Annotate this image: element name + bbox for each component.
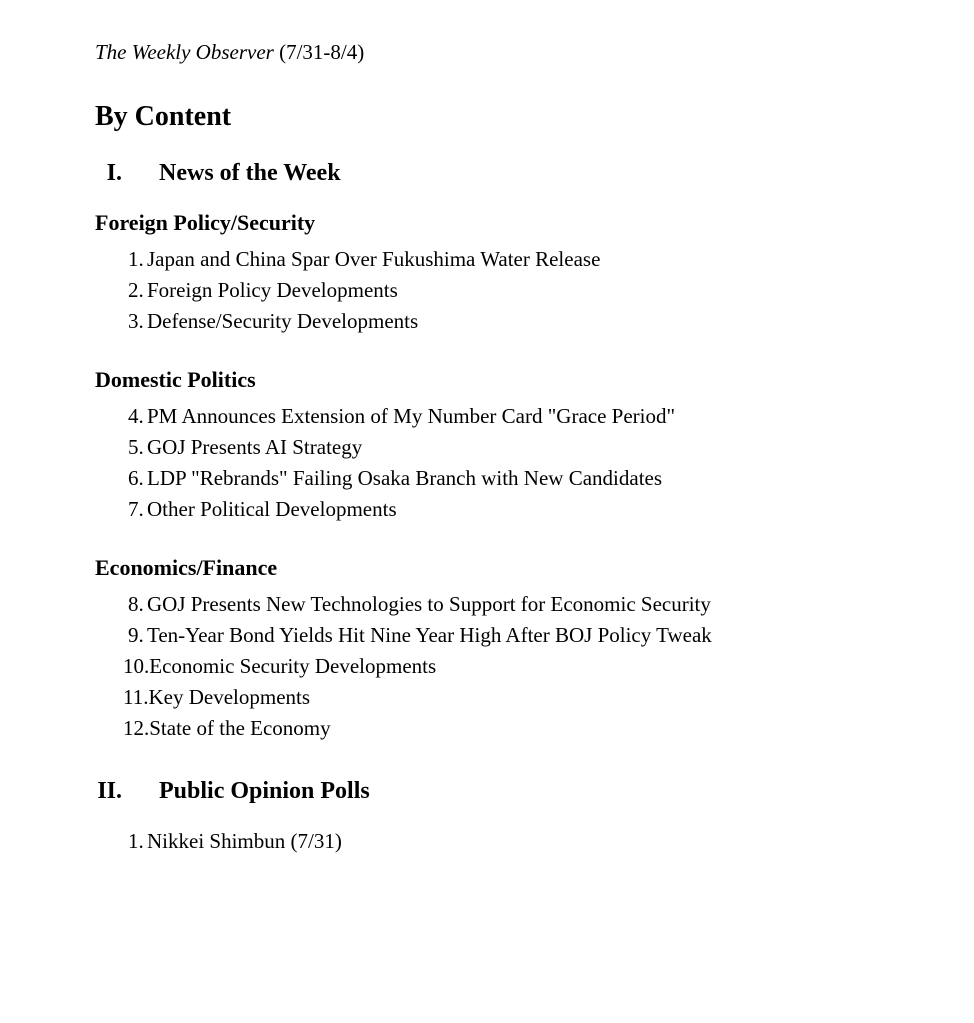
toc-item bbox=[128, 620, 934, 651]
item-text: GOJ Presents New Technologies to Support for Economic Security bbox=[147, 592, 711, 616]
item-text: GOJ Presents AI Strategy bbox=[147, 435, 363, 459]
item-text: Defense/Security Developments bbox=[147, 309, 419, 333]
item-number: 11. bbox=[123, 685, 149, 709]
item-text: Economic Security Developments bbox=[149, 654, 437, 678]
item-number: 10. bbox=[123, 654, 150, 678]
item-number: 1. bbox=[128, 247, 144, 271]
section-numeral: II. bbox=[97, 778, 122, 804]
newsletter-date-range: (7/31-8/4) bbox=[273, 40, 365, 64]
item-text: State of the Economy bbox=[149, 716, 331, 740]
item-text: Japan and China Spar Over Fukushima Water Release bbox=[147, 247, 601, 271]
item-number: 4. bbox=[128, 404, 144, 428]
item-number: 9. bbox=[128, 623, 144, 647]
item-number: 8. bbox=[128, 592, 144, 616]
toc-item bbox=[128, 463, 934, 494]
section-heading-news-of-the-week bbox=[95, 158, 934, 188]
item-text: PM Announces Extension of My Number Card "Grace Period" bbox=[147, 404, 676, 428]
item-text: LDP "Rebrands" Failing Osaka Branch with New Candidates bbox=[147, 466, 663, 490]
toc-list-foreign-policy bbox=[95, 244, 934, 337]
subsection-heading-economics-finance: Economics/Finance bbox=[95, 555, 278, 580]
item-number: 12. bbox=[123, 716, 150, 740]
item-number: 5. bbox=[128, 435, 144, 459]
newsletter-title bbox=[95, 40, 934, 64]
toc-item bbox=[128, 432, 934, 463]
item-number: 2. bbox=[128, 278, 144, 302]
toc-item bbox=[128, 275, 934, 306]
subsection-heading-domestic-politics: Domestic Politics bbox=[95, 367, 256, 392]
subsection-heading-foreign-policy: Foreign Policy/Security bbox=[95, 210, 316, 235]
section-numeral: I. bbox=[106, 160, 122, 186]
toc-list-domestic-politics bbox=[95, 401, 934, 525]
item-number: 6. bbox=[128, 466, 144, 490]
toc-list-public-opinion-polls bbox=[95, 826, 934, 857]
section-title: Public Opinion Polls bbox=[159, 778, 370, 804]
toc-item bbox=[128, 589, 934, 620]
item-text: Foreign Policy Developments bbox=[147, 278, 398, 302]
toc-item bbox=[123, 682, 934, 713]
item-text: Key Developments bbox=[148, 685, 311, 709]
toc-item bbox=[128, 494, 934, 525]
item-number: 1. bbox=[128, 829, 144, 853]
newsletter-name: The Weekly Observer bbox=[95, 40, 274, 64]
item-text: Other Political Developments bbox=[147, 497, 397, 521]
item-text: Nikkei Shimbun (7/31) bbox=[147, 829, 342, 853]
toc-list-economics-finance bbox=[95, 589, 934, 744]
toc-item bbox=[128, 826, 934, 857]
item-number: 3. bbox=[128, 309, 144, 333]
toc-item bbox=[128, 401, 934, 432]
page-title: By Content bbox=[95, 101, 232, 132]
toc-item bbox=[123, 713, 934, 744]
section-title: News of the Week bbox=[159, 160, 341, 186]
item-text: Ten-Year Bond Yields Hit Nine Year High After BOJ Policy Tweak bbox=[147, 623, 712, 647]
toc-item bbox=[128, 306, 934, 337]
toc-item bbox=[123, 651, 934, 682]
item-number: 7. bbox=[128, 497, 144, 521]
toc-item bbox=[128, 244, 934, 275]
section-heading-public-opinion-polls bbox=[95, 776, 934, 806]
